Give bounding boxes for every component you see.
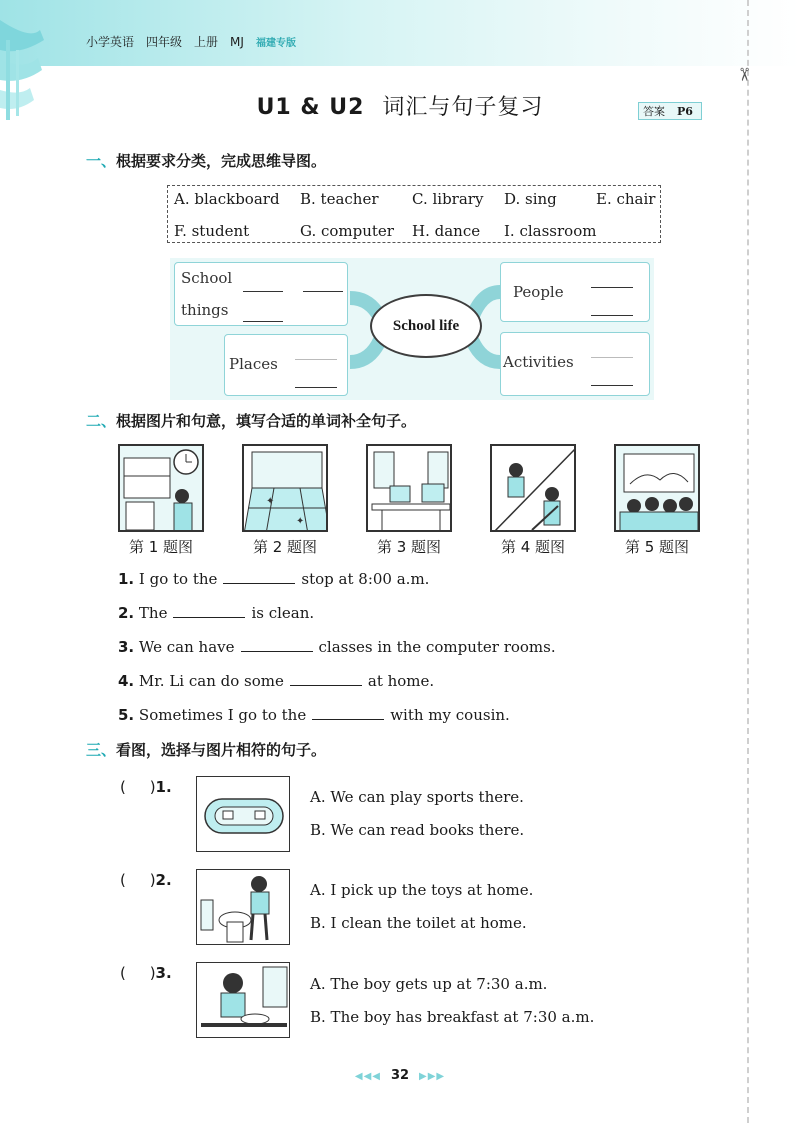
sentence-text: We can have (138, 638, 235, 656)
sentence-5 (118, 706, 510, 724)
word-bank (167, 185, 661, 243)
section3-number: 三、 (86, 741, 117, 759)
svg-text:✦: ✦ (266, 496, 275, 507)
fill-blank[interactable] (312, 706, 384, 720)
answer-paren-3[interactable]: ( )3. (120, 964, 172, 982)
sentence-text: is clean. (251, 604, 315, 622)
sentence-4 (118, 672, 434, 690)
section2-instruction: 根据图片和句意，填写合适的单词补全句子。 (116, 412, 417, 430)
section1-number: 一、 (86, 152, 117, 170)
option-b: B. I clean the toilet at home. (310, 914, 527, 932)
mindmap-places (224, 334, 348, 396)
fill-blank[interactable] (241, 638, 313, 652)
fill-blank[interactable] (290, 672, 362, 686)
answer-blank[interactable] (591, 385, 633, 386)
question-number: 3. (155, 964, 172, 982)
picture-classroom-floor (242, 444, 328, 532)
svg-text:✦: ✦ (296, 516, 305, 527)
answer-label: 答案 (643, 105, 665, 118)
picture-cinema (614, 444, 700, 532)
option-b: B. We can read books there. (310, 821, 525, 839)
mind-map (170, 258, 654, 400)
picture-housework (490, 444, 576, 532)
right-arrows-icon: ▶▶▶ (419, 1071, 446, 1082)
picture-caption: 第 3 题图 (376, 538, 442, 556)
mindmap-center-label: School life (392, 317, 460, 334)
grade: 四年级 (146, 35, 183, 49)
page-footer (0, 1068, 800, 1083)
picture-bus-stop (118, 444, 204, 532)
question-number: 2. (155, 871, 172, 889)
volume: 上册 (194, 35, 219, 49)
word-item: G. computer (300, 222, 394, 240)
sentence-number: 4. (118, 672, 135, 690)
mindmap-people (500, 262, 650, 322)
picture-caption: 第 1 题图 (128, 538, 194, 556)
picture-computer-room (366, 444, 452, 532)
sentence-number: 5. (118, 706, 135, 724)
word-item: H. dance (412, 222, 481, 240)
mindmap-center (370, 294, 482, 358)
word-item: F. student (174, 222, 250, 240)
option-a: A. We can play sports there. (310, 788, 524, 806)
sentence-text: classes in the computer rooms. (318, 638, 556, 656)
answer-badge[interactable] (638, 102, 702, 120)
scissors-icon: ✂ (733, 66, 755, 83)
word-item: E. chair (596, 190, 656, 208)
option-a: A. The boy gets up at 7:30 a.m. (310, 975, 548, 993)
picture-breakfast (196, 962, 290, 1038)
word-item: A. blackboard (174, 190, 280, 208)
sentence-2 (118, 604, 314, 622)
cut-line (747, 0, 749, 1123)
book-info (86, 33, 296, 50)
sentence-text: at home. (367, 672, 435, 690)
option-b: B. The boy has breakfast at 7:30 a.m. (310, 1008, 595, 1026)
publisher: MJ (230, 35, 244, 49)
word-item: C. library (412, 190, 484, 208)
unit-title: U1 & U2 (256, 95, 365, 120)
answer-blank[interactable] (243, 321, 283, 322)
sentence-1 (118, 570, 429, 588)
edition-label: 福建专版 (255, 38, 296, 49)
word-item: B. teacher (300, 190, 379, 208)
fill-blank[interactable] (223, 570, 295, 584)
page-number: 32 (390, 1068, 410, 1083)
picture-caption: 第 4 题图 (500, 538, 566, 556)
section1-heading (86, 150, 326, 171)
option-a: A. I pick up the toys at home. (310, 881, 534, 899)
picture-running-track (196, 776, 290, 852)
title-subtitle: 词汇与句子复习 (382, 95, 544, 120)
sentence-3 (118, 638, 556, 656)
word-item: I. classroom (504, 222, 597, 240)
answer-blank[interactable] (295, 387, 337, 388)
answer-blank[interactable] (303, 291, 343, 292)
answer-blank[interactable] (591, 357, 633, 358)
sentence-number: 3. (118, 638, 135, 656)
section1-instruction: 根据要求分类，完成思维导图。 (116, 152, 327, 170)
sentence-number: 2. (118, 604, 135, 622)
sentence-text: I go to the (138, 570, 218, 588)
sentence-number: 1. (118, 570, 135, 588)
question-number: 1. (155, 778, 172, 796)
answer-blank[interactable] (591, 315, 633, 316)
sentence-text: stop at 8:00 a.m. (301, 570, 430, 588)
sentence-text: Sometimes I go to the (138, 706, 307, 724)
picture-caption: 第 2 题图 (252, 538, 318, 556)
answer-paren-1[interactable]: ( )1. (120, 778, 172, 796)
book-name: 小学英语 (86, 35, 135, 49)
mindmap-activities (500, 332, 650, 396)
sentence-text: with my cousin. (390, 706, 510, 724)
section2-heading (86, 410, 416, 431)
section2-number: 二、 (86, 412, 117, 430)
answer-blank[interactable] (243, 291, 283, 292)
section3-instruction: 看图，选择与图片相符的句子。 (116, 741, 327, 759)
section3-heading (86, 739, 326, 760)
fill-blank[interactable] (173, 604, 245, 618)
picture-cleaning-toilet (196, 869, 290, 945)
mindmap-things-label: things (181, 301, 229, 319)
mindmap-places-label: Places (229, 355, 278, 373)
mindmap-activities-label: Activities (503, 353, 574, 371)
answer-blank[interactable] (591, 287, 633, 288)
sentence-text: Mr. Li can do some (138, 672, 284, 690)
mindmap-school-label: School (181, 269, 233, 287)
mindmap-people-label: People (513, 283, 564, 301)
answer-page: P6 (677, 104, 693, 118)
mindmap-school-things (174, 262, 348, 326)
word-item: D. sing (504, 190, 557, 208)
answer-blank[interactable] (295, 359, 337, 360)
left-arrows-icon: ◀◀◀ (354, 1071, 381, 1082)
sentence-text: The (138, 604, 168, 622)
picture-caption: 第 5 题图 (624, 538, 690, 556)
answer-paren-2[interactable]: ( )2. (120, 871, 172, 889)
